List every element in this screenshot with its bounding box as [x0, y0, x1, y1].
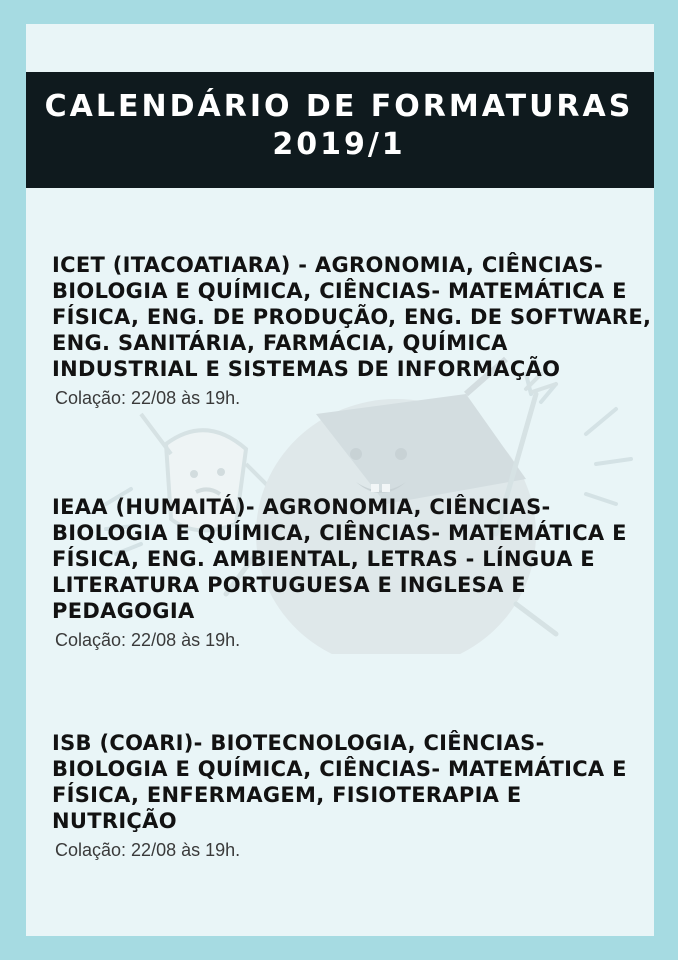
section-icet	[52, 252, 652, 410]
section-title: ICET (ITACOATIARA) - AGRONOMIA, CIÊNCIAS- BIOLOGIA E QUÍMICA, CIÊNCIAS- MATEMÁTICA E FÍSICA, ENG. DE PRODUÇÃO, ENG. DE SOFTWARE, ENG. SANITÁRIA, FARMÁCIA, QUÍMICA INDUSTRIAL E SISTEMAS DE INFORMAÇÃO	[52, 253, 652, 381]
page-title: CALENDÁRIO DE FORMATURAS 2019/1	[44, 89, 634, 162]
section-title: ISB (COARI)- BIOTECNOLOGIA, CIÊNCIAS- BIOLOGIA E QUÍMICA, CIÊNCIAS- MATEMÁTICA E FÍSICA, ENFERMAGEM, FISIOTERAPIA E NUTRIÇÃO	[52, 731, 627, 833]
title-banner	[26, 72, 654, 188]
colacao-date: Colação: 22/08 às 19h.	[55, 630, 241, 650]
poster-card	[26, 24, 654, 936]
section-isb	[52, 730, 652, 862]
colacao-date: Colação: 22/08 às 19h.	[55, 388, 241, 408]
section-title: IEAA (HUMAITÁ)- AGRONOMIA, CIÊNCIAS- BIOLOGIA E QUÍMICA, CIÊNCIAS- MATEMÁTICA E FÍSICA, ENG. AMBIENTAL, LETRAS - LÍNGUA E LITERATURA PORTUGUESA E INGLESA E PEDAGOGIA	[52, 495, 627, 623]
section-ieaa	[52, 494, 652, 652]
colacao-date: Colação: 22/08 às 19h.	[55, 840, 241, 860]
